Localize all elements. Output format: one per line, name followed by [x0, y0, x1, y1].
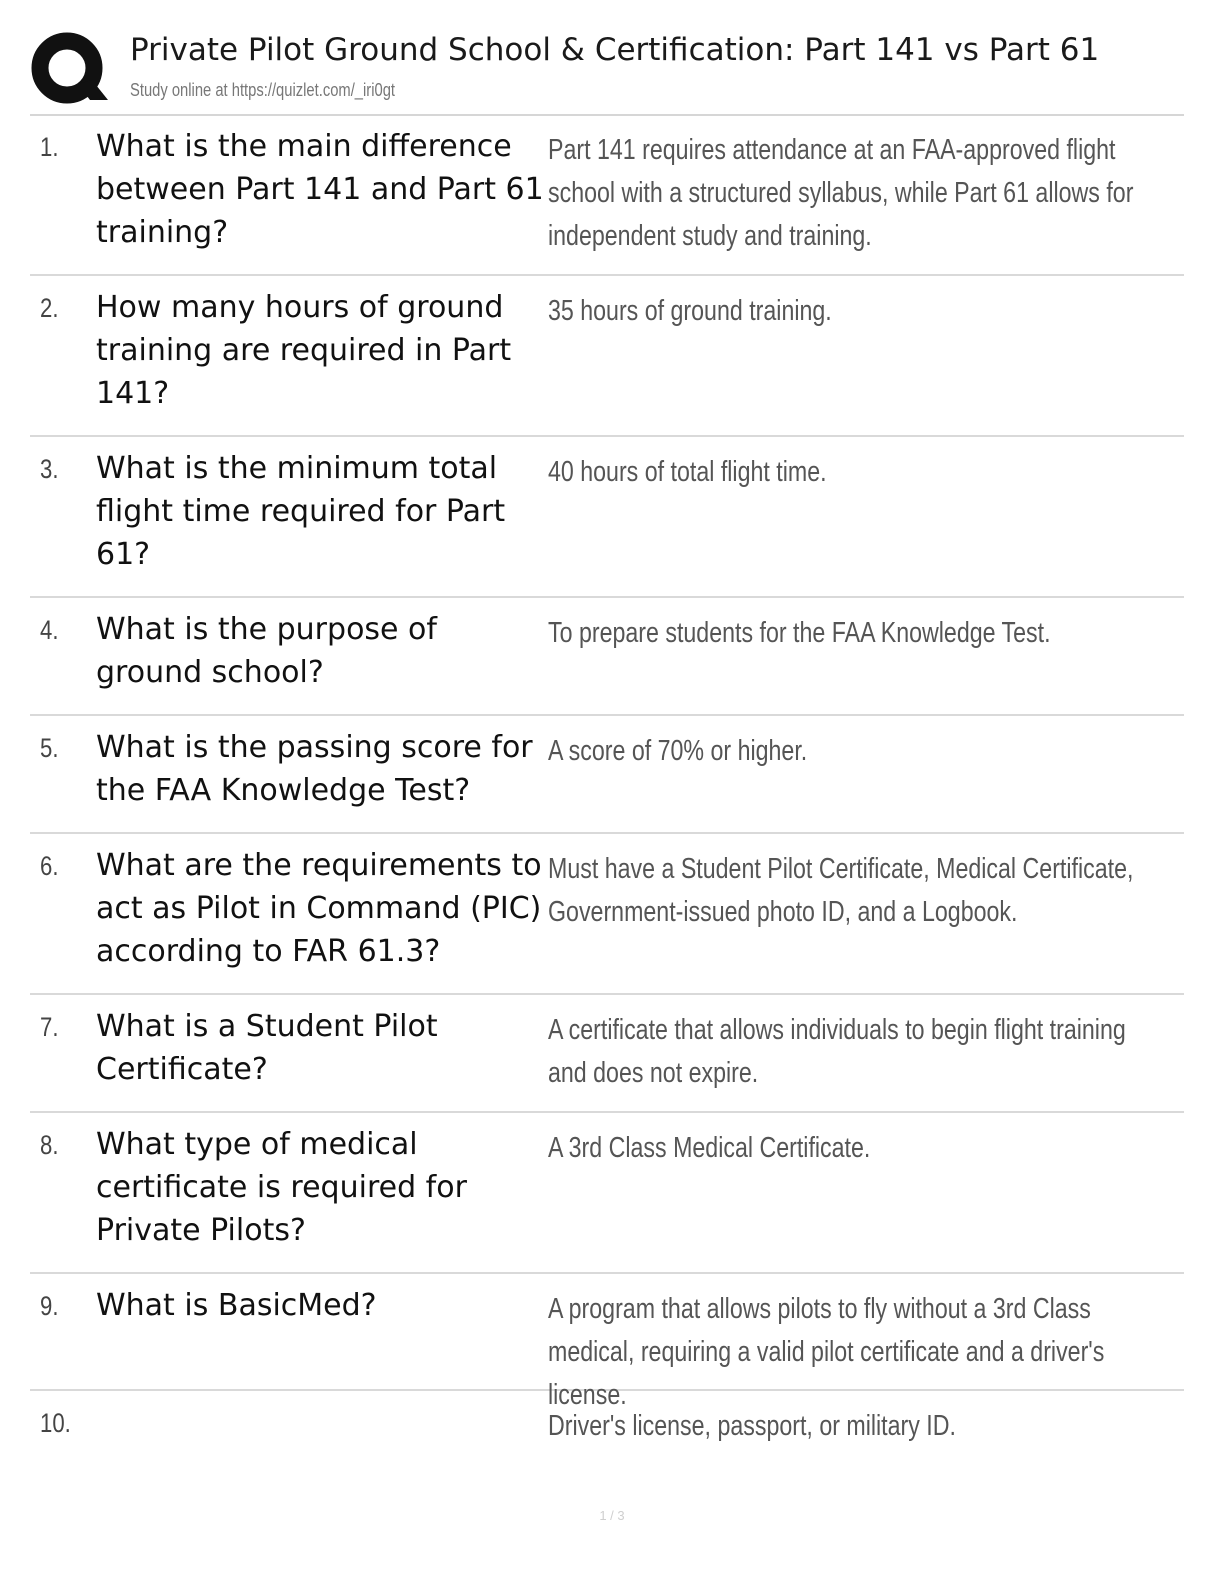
card-term: What is BasicMed?	[96, 1288, 377, 1323]
flashcard-row	[30, 716, 1184, 834]
flashcard-row	[30, 115, 1184, 276]
card-term: How many hours of ground training are required in Part 141?	[96, 290, 512, 411]
card-number: 4.	[40, 615, 59, 645]
card-definition: A score of 70% or higher.	[548, 735, 808, 767]
flashcard-row	[30, 437, 1184, 598]
flashcard-row	[30, 598, 1184, 716]
card-number: 1.	[40, 132, 59, 162]
card-number: 8.	[40, 1130, 59, 1160]
flashcard-list	[30, 115, 1184, 1487]
page-indicator: 1 / 3	[599, 1508, 625, 1523]
page-title: Private Pilot Ground School & Certification: Part 141 vs Part 61	[130, 32, 1100, 68]
card-definition: 35 hours of ground training.	[548, 295, 832, 327]
card-term: What is the minimum total flight time required for Part 61?	[96, 451, 506, 572]
card-number: 2.	[40, 293, 59, 323]
card-definition: A certificate that allows individuals to begin flight training and does not expire.	[548, 1014, 1126, 1089]
card-term: What are the requirements to act as Pilot in Command (PIC) according to FAR 61.3?	[96, 848, 542, 969]
flashcard-row	[30, 1274, 1184, 1411]
card-definition: To prepare students for the FAA Knowledge Test.	[548, 617, 1051, 649]
card-number: 9.	[40, 1291, 59, 1321]
flashcard-row	[30, 1391, 1184, 1487]
flashcard-row	[30, 276, 1184, 437]
quizlet-logo-icon	[30, 30, 110, 110]
study-online-link[interactable]: Study online at https://quizlet.com/_iri0gt	[130, 80, 396, 100]
card-term: What is the passing score for the FAA Knowledge Test?	[96, 730, 533, 808]
card-definition: Part 141 requires attendance at an FAA-approved flight school with a structured syllabus, while Part 61 allows for independent study and training.	[548, 134, 1134, 252]
card-number: 10.	[40, 1408, 71, 1438]
card-term: What is the main difference between Part 141 and Part 61 training?	[96, 129, 544, 250]
flashcard-row	[30, 1113, 1184, 1274]
card-term: What is a Student Pilot Certificate?	[96, 1009, 438, 1087]
card-term: What is the purpose of ground school?	[96, 612, 437, 690]
flashcard-row	[30, 995, 1184, 1113]
card-number: 7.	[40, 1012, 59, 1042]
card-definition: A program that allows pilots to fly without a 3rd Class medical, requiring a valid pilot certificate and a driver's license.	[548, 1293, 1105, 1411]
card-number: 3.	[40, 454, 59, 484]
document-header	[30, 28, 1184, 116]
card-number: 6.	[40, 851, 59, 881]
flashcard-row	[30, 834, 1184, 995]
card-definition: 40 hours of total flight time.	[548, 456, 827, 488]
card-number: 5.	[40, 733, 59, 763]
card-definition: Must have a Student Pilot Certificate, Medical Certificate, Government-issued photo ID, and a Logbook.	[548, 853, 1134, 928]
card-definition: Driver's license, passport, or military ID.	[548, 1410, 956, 1442]
card-term: What type of medical certificate is required for Private Pilots?	[96, 1127, 467, 1248]
card-definition: A 3rd Class Medical Certificate.	[548, 1132, 871, 1164]
